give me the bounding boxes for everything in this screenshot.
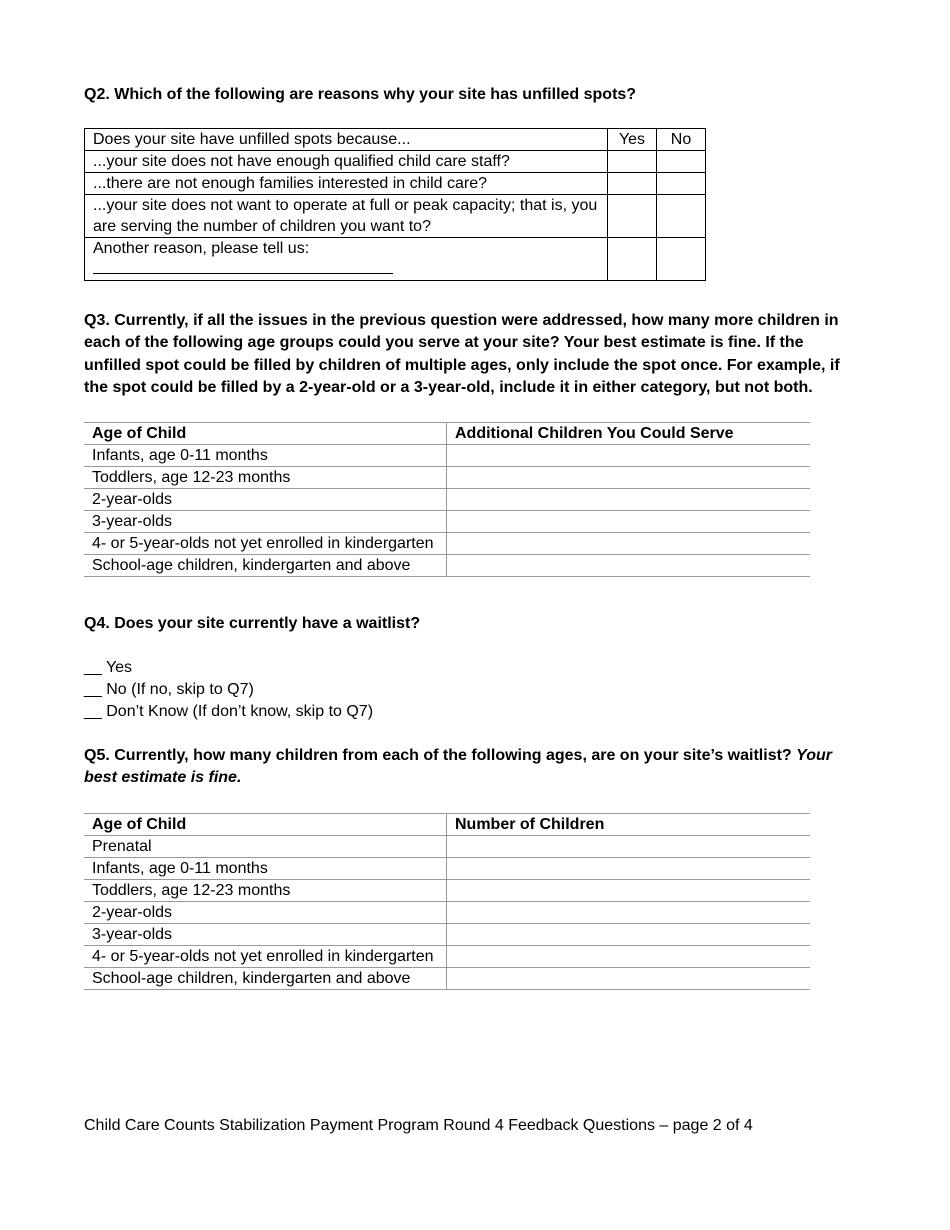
table-row [84, 555, 810, 577]
table-row [85, 238, 706, 281]
table-row [84, 489, 810, 511]
count-input-cell[interactable] [447, 946, 811, 968]
table-row [85, 151, 706, 173]
age-label: School-age children, kindergarten and above [84, 968, 447, 990]
q5-question [84, 745, 849, 789]
count-input-cell[interactable] [447, 555, 811, 577]
age-label: 2-year-olds [84, 489, 447, 511]
age-label: 4- or 5-year-olds not yet enrolled in kindergarten [84, 533, 447, 555]
table-row [85, 173, 706, 195]
reason-label: ...there are not enough families interested in child care? [85, 173, 608, 195]
table-header-row [84, 423, 810, 445]
age-label: Infants, age 0-11 months [84, 445, 447, 467]
no-answer-cell[interactable] [657, 173, 706, 195]
no-column-header: No [657, 129, 706, 151]
q4-question: Q4. Does your site currently have a waitlist? [84, 615, 421, 632]
q4-options [84, 657, 373, 723]
option-no[interactable]: __ No (If no, skip to Q7) [84, 681, 254, 698]
age-column-header: Age of Child [84, 814, 447, 836]
other-reason-blank[interactable] [93, 263, 393, 274]
age-label: Infants, age 0-11 months [84, 858, 447, 880]
table-row [84, 946, 810, 968]
count-input-cell[interactable] [447, 489, 811, 511]
count-input-cell[interactable] [447, 968, 811, 990]
count-input-cell[interactable] [447, 858, 811, 880]
count-input-cell[interactable] [447, 924, 811, 946]
table-row [84, 836, 810, 858]
reason-label: ...your site does not want to operate at full or peak capacity; that is, you are serving the number of children you want to? [85, 195, 608, 238]
yes-answer-cell[interactable] [608, 173, 657, 195]
age-column-header: Age of Child [84, 423, 447, 445]
q3-table [84, 422, 810, 577]
table-row [84, 858, 810, 880]
table-row [84, 880, 810, 902]
age-label: 3-year-olds [84, 511, 447, 533]
q2-question: Q2. Which of the following are reasons why your site has unfilled spots? [84, 86, 637, 103]
count-input-cell[interactable] [447, 836, 811, 858]
count-input-cell[interactable] [447, 445, 811, 467]
option-dont-know[interactable]: __ Don’t Know (If don’t know, skip to Q7) [84, 703, 374, 720]
table-row [84, 511, 810, 533]
count-input-cell[interactable] [447, 511, 811, 533]
reason-label: Another reason, please tell us: [93, 240, 310, 257]
age-label: 2-year-olds [84, 902, 447, 924]
age-label: School-age children, kindergarten and above [84, 555, 447, 577]
age-label: Toddlers, age 12-23 months [84, 880, 447, 902]
q5-table [84, 813, 810, 990]
table-row [85, 195, 706, 238]
count-column-header: Additional Children You Could Serve [447, 423, 811, 445]
yes-column-header: Yes [608, 129, 657, 151]
q5-question-italic: Your best estimate is fine. [84, 747, 832, 786]
age-label: Toddlers, age 12-23 months [84, 467, 447, 489]
table-row [84, 968, 810, 990]
no-answer-cell[interactable] [657, 151, 706, 173]
q3-question: Q3. Currently, if all the issues in the previous question were addressed, how many more children in each of the following age groups could you serve at your site? Your best estimate is fine. If the unfilled spot could be filled by children of multiple ages, only include the spot once. For example, if the spot could be filled by a 2-year-old or a 3-year-old, include it in either category, but not both. [84, 312, 840, 396]
yes-answer-cell[interactable] [608, 195, 657, 238]
age-label: 4- or 5-year-olds not yet enrolled in kindergarten [84, 946, 447, 968]
count-column-header: Number of Children [447, 814, 811, 836]
q5-question-main: Q5. Currently, how many children from each of the following ages, are on your site’s waitlist? [84, 747, 792, 764]
page-footer: Child Care Counts Stabilization Payment Program Round 4 Feedback Questions – page 2 of 4 [84, 1117, 753, 1134]
table-row [84, 902, 810, 924]
option-yes[interactable]: __ Yes [84, 659, 133, 676]
count-input-cell[interactable] [447, 467, 811, 489]
age-label: Prenatal [84, 836, 447, 858]
table-header-row [85, 129, 706, 151]
table-row [84, 467, 810, 489]
q2-table [84, 128, 706, 281]
q2-header-cell: Does your site have unfilled spots because... [85, 129, 608, 151]
other-reason-cell [85, 238, 608, 281]
table-row [84, 924, 810, 946]
count-input-cell[interactable] [447, 902, 811, 924]
yes-answer-cell[interactable] [608, 151, 657, 173]
age-label: 3-year-olds [84, 924, 447, 946]
reason-label: ...your site does not have enough qualified child care staff? [85, 151, 608, 173]
no-answer-cell[interactable] [657, 238, 706, 281]
count-input-cell[interactable] [447, 880, 811, 902]
table-row [84, 533, 810, 555]
count-input-cell[interactable] [447, 533, 811, 555]
no-answer-cell[interactable] [657, 195, 706, 238]
table-row [84, 445, 810, 467]
yes-answer-cell[interactable] [608, 238, 657, 281]
table-header-row [84, 814, 810, 836]
